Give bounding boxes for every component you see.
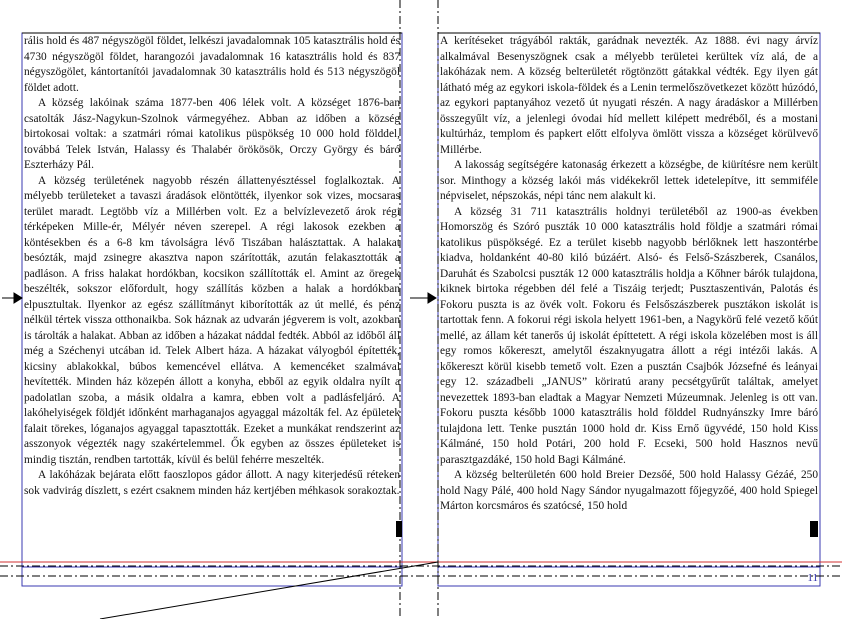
right-paragraph-4: A község belterületén 600 hold Breier Dezsőé, 500 hold Halassy Gézáé, 250 hold Nagy Pálé, 400 hold Nagy Sándor nyugalmazott főjegyzőé, 400 hold Spiegel Márton korcsmáros és szatócsé, 150 hold (440, 469, 818, 512)
right-paragraph-2: A lakosság segítségére katonaság érkezett a községbe, de kiürítésre nem került sor. Minthogy a község lakói más vidékekről lettek idetelepítve, itt semmiféle népviselet, népszokás, népi tánc nem alakult ki. (440, 159, 818, 202)
left-paragraph-2: A község lakóinak száma 1877-ben 406 lélek volt. A községet 1876-ban csatolták Jász-Nagykun-Szolnok vármegyéhez. Abban az időben a község birtokosai voltak: a szatmári római katolikus püspökség 10 000 hold földdel, továbbá Telek István, Halassy és Thalabér örökösök, Orczy György és báró Eszterházy Pál. (24, 97, 400, 171)
left-paragraph-1: rális hold és 487 négyszögöl földet, lelkészi javadalomnak 105 katasztrális hold és 4730 négyszögöl földet, harangozói javadalomnak 16 katasztrális hold és 837 négyszögölet, kántortanítói javadalomnak 30 katasztrális hold és 513 négyszögöl földet adott. (24, 35, 400, 94)
left-column (24, 34, 400, 566)
arrow-left-gutter (2, 293, 22, 303)
page-number: 11 (807, 572, 818, 584)
arrow-center-gutter (410, 293, 436, 303)
left-paragraph-4: A lakóházak bejárata előtt faoszlopos gádor állott. A nagy kiterjedésű réteken sok vadvirág díszlett, s ezért csaknem minden ház kertjében méhkasok sorakoztak. (24, 469, 400, 497)
right-paragraph-3: A község 31 711 katasztrális holdnyi területéből az 1900-as években Homorszög és Szóró puszták 10 000 katasztrális hold földje a szatmári római katolikus püspökségé. Ez a terület kisebb nagyobb bérlőknek lett haszontérbe kiadva, holdanként 40-80 kiló búzáért. Alsó- és Felső-Szászberek, Csanálos, Daruhát és Szabolcsi puszták 12 000 katasztrális holdja a Kőhner bárók tulajdona, kiknek birtoka régebben dél felé a Tiszáig terjedt; Pusztaszentiván, Palotás és Fokoru puszta is az övék volt. Fokoru és Felsőszászberek pusztákon iskolát is tartottak fenn. A fokorui régi iskola helyett 1961-ben, a Nagykörű felé vezető kőút mellé, az állam két tanerős új iskolát építtetett. A régi iskola közelében most is áll egy romos kőkereszt, amelytől északnyugatra állott a régi intézői lakás. A kőkereszt körül kisebb temető volt. Ezen a pusztán Csajbók Józsefné és leányai egy 12. századbeli „JANUS” köriratú arany pecsétgyűrűt találtak, amelyet nevezettek 1893-ban eladtak a Magyar Nemzeti Múzeumnak. Jelenleg is ott van. Fokoru puszta később 1000 katasztrális hold földdel Rudnyánszky Imre báró tulajdona lett. Tenke pusztán 1000 hold dr. Kiss Ernő ügyvédé, 150 hold Kiss Kálmáné, 150 hold Potári, 200 hold F. Ecseki, 500 hold Hasznos nevű parasztgazdáké, 150 hold Bagi Kálmáné. (440, 205, 818, 466)
right-column (440, 34, 818, 568)
left-paragraph-3: A község területének nagyobb részén állattenyésztéssel foglalkoztak. A mélyebb területeket a tavaszi áradások elöntötték, ilyenkor sok vizes, mocsaras terület maradt. Legtöbb víz a Millérben volt. Ez a belvízlevezető árok régi térképeken Mille-ér, Mélyér néven szerepel. A régi lakosok ezekben a köntésekben és a 6-8 km távolságra lévő Tiszában halásztattak. A halakat besózták, majd zsinegre akasztva napon szárították, azután felakasztották a padláson. A friss halakat hordókban, kocsikon szállították el. Amint az öregek beszélték, sokszor előfordult, hogy szállítás közben a halak a hordókban elpusztultak. Ilyenkor az egész szállítmányt kiborították az út mellé, és pénz nélkül tértek vissza otthonaikba. Sok háznak az udvarán jégverem is volt, azokban is tárolták a halakat. Abban az időben a házakat náddal fedték. Abból az időből áll még a Széchenyi utcában id. Telek Albert háza. A házakat vályogból építették, kicsiny ablakokkal, búbos kemencével ellátva. A kemencéket szalmával hevítették. Minden ház közepén állott a konyha, ebből az egyik oldalra nyílt a padolatlan szoba, a másik oldalra a kamra, ebben volt a padlásfeljáró. A lakóhelyiségek földjét időnként marhaganajos agyaggal mázolták fel. Az épületek falait törekes, lóganajos agyaggal tapasztották. Ezeket a munkákat rendszerint az asszonyok végezték nagy szakértelemmel. Ők egyben az összes épületeket is mindig tisztán, rendben tartották, kívül és belül fehérre meszelték. (24, 174, 400, 466)
diagonal-connector (100, 562, 438, 619)
right-paragraph-1: A kerítéseket trágyából rakták, garádnak nevezték. Az 1888. évi nagy árvíz alkalmával Besenyszögnek csak a mélyebb területei kerültek víz alá, de a lakóházak nem. A község belterületét rögtönzött gátakkal védték. Egy ilyen gát látható még az egykori iskola-földek és a Lenin termelőszövetkezet között húzódó, az egykori paptanyához vezető út nyugati részén. A nagy áradáskor a Millérben összegyűlt víz, a jelenlegi óvodai híd mellett kilépett medréből, és a mostani kultúrház, templom és papkert előtt elfolyva ömlött vissza a községet körülvevő Millérbe. (440, 35, 818, 156)
